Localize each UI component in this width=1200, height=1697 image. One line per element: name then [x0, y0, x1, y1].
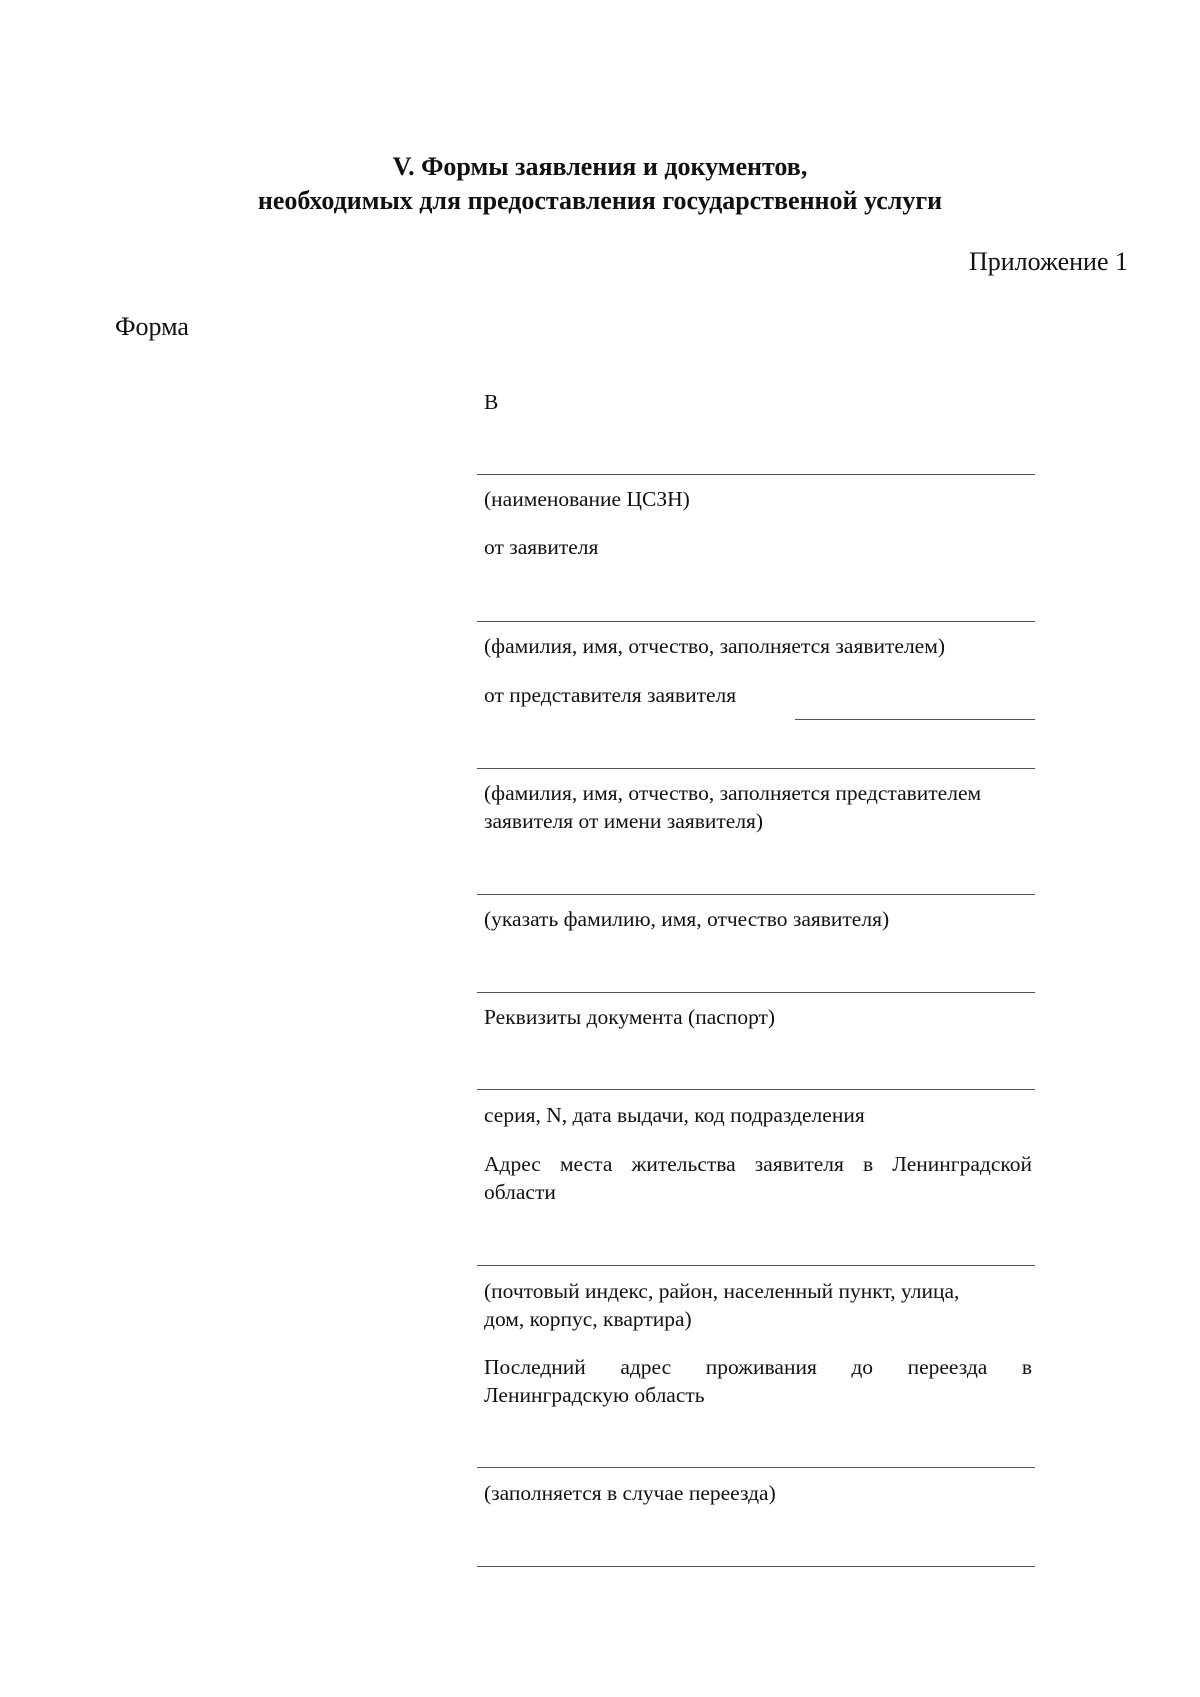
representative-inline-input-line[interactable]: [795, 719, 1035, 720]
form-label: Форма: [115, 312, 189, 341]
to-prefix: В: [484, 390, 499, 414]
last-address-label: [484, 1353, 1032, 1409]
passport-caption: серия, N, дата выдачи, код подразделения: [484, 1103, 865, 1127]
from-applicant-label: от заявителя: [484, 535, 599, 559]
address-caption: (почтовый индекс, район, населенный пункт, улица, дом, корпус, квартира): [484, 1279, 960, 1331]
last-address-input-line[interactable]: [477, 1467, 1035, 1468]
cszn-caption: (наименование ЦСЗН): [484, 487, 690, 511]
appendix-label: Приложение 1: [968, 247, 1128, 276]
representative-caption: (фамилия, имя, отчество, заполняется представителем заявителя от имени заявителя): [484, 781, 982, 833]
from-representative-label: от представителя заявителя: [484, 683, 737, 707]
specify-caption: (указать фамилию, имя, отчество заявителя): [484, 907, 890, 931]
last-address-extra-input-line[interactable]: [477, 1566, 1035, 1567]
passport-label: Реквизиты документа (паспорт): [484, 1005, 776, 1029]
applicant-caption: (фамилия, имя, отчество, заполняется заявителем): [484, 634, 945, 658]
cszn-input-line[interactable]: [477, 474, 1035, 475]
last-address-caption: (заполняется в случае переезда): [484, 1481, 776, 1505]
last-address-label-text: Последний адрес проживания до переезда в Ленинградскую область: [484, 1355, 1032, 1407]
section-title-line2: необходимых для предоставления государственной услуги: [257, 186, 943, 215]
passport-input-line[interactable]: [477, 1089, 1035, 1090]
section-title-line1: V. Формы заявления и документов,: [392, 152, 808, 181]
representative-name-input-line[interactable]: [477, 768, 1035, 769]
applicant-name-input-line[interactable]: [477, 621, 1035, 622]
specify-name-input-line[interactable]: [477, 894, 1035, 895]
address-label: Адрес места жительства заявителя в Ленинградской области: [484, 1152, 1032, 1204]
address-input-line[interactable]: [477, 1265, 1035, 1266]
passport-label-line: [477, 992, 1035, 993]
